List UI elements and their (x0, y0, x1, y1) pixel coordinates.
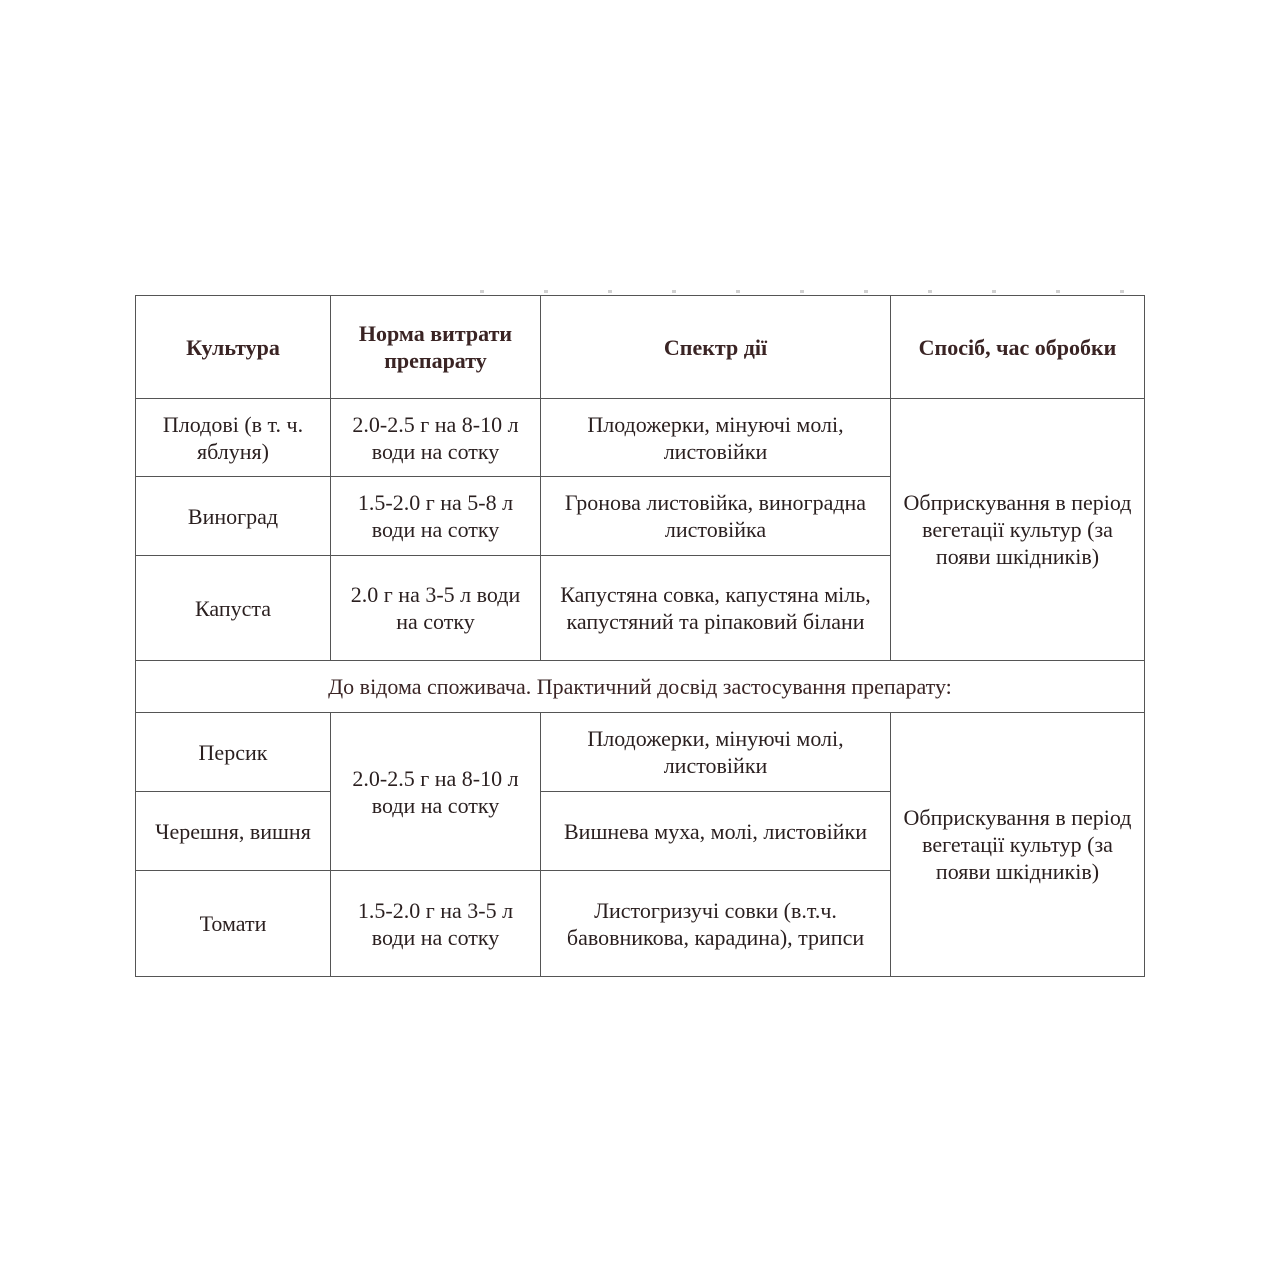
cell-rate: 2.0 г на 3-5 л води на сотку (331, 556, 541, 661)
cell-spectrum: Листогризучі совки (в.т.ч. бавовникова, карадина), трипси (541, 871, 891, 977)
cell-spectrum: Гронова листовійка, виноградна листовійка (541, 477, 891, 556)
cell-crop: Виноград (136, 477, 331, 556)
cell-spectrum: Плодожерки, мінуючі молі, листовійки (541, 399, 891, 477)
cell-rate: 1.5-2.0 г на 5-8 л води на сотку (331, 477, 541, 556)
cell-rate: 1.5-2.0 г на 3-5 л води на сотку (331, 871, 541, 977)
section-title: До відома споживача. Практичний досвід застосування препарату: (136, 661, 1145, 713)
cell-rate: 2.0-2.5 г на 8-10 л води на сотку (331, 399, 541, 477)
cell-method: Обприскування в період вегетації культур (за появи шкідників) (891, 399, 1145, 661)
header-method: Спосіб, час обробки (891, 296, 1145, 399)
cell-rate: 2.0-2.5 г на 8-10 л води на сотку (331, 713, 541, 871)
header-rate: Норма витрати препарату (331, 296, 541, 399)
cell-crop: Томати (136, 871, 331, 977)
table-header-row (136, 296, 1145, 399)
cell-crop: Плодові (в т. ч. яблуня) (136, 399, 331, 477)
cell-spectrum: Капустяна совка, капустяна міль, капустяний та ріпаковий білани (541, 556, 891, 661)
usage-table (135, 295, 1145, 977)
header-spectrum: Спектр дії (541, 296, 891, 399)
cell-crop: Капуста (136, 556, 331, 661)
cell-method: Обприскування в період вегетації культур (за появи шкідників) (891, 713, 1145, 977)
cell-crop: Черешня, вишня (136, 792, 331, 871)
cell-spectrum: Плодожерки, мінуючі молі, листовійки (541, 713, 891, 792)
header-crop: Культура (136, 296, 331, 399)
table-row (136, 713, 1145, 792)
cell-spectrum: Вишнева муха, молі, листовійки (541, 792, 891, 871)
section-row (136, 661, 1145, 713)
table-row (136, 399, 1145, 477)
cell-crop: Персик (136, 713, 331, 792)
scan-artifact-line (420, 290, 1140, 293)
